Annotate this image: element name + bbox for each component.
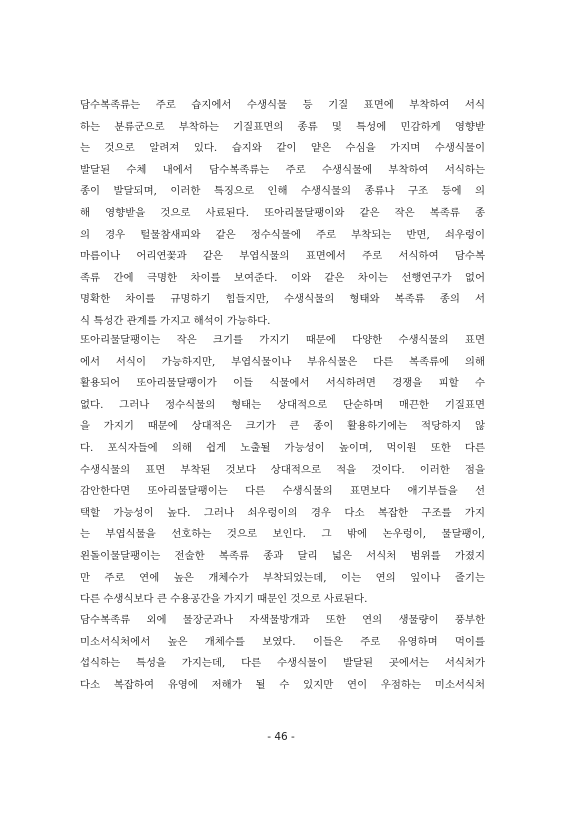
paragraph-line: 섭식하는 특성을 가지는데, 다른 수생식물이 발달된 곳에서는 서식처가 xyxy=(80,657,485,670)
paragraph-line: 의 경우 털물참새피와 같은 정수식물에 주로 부착되는 반면, 쇠우렁이 xyxy=(80,228,485,241)
paragraph-line: 감안한다면 또아리물달팽이는 다른 수생식물의 표면보다 애기부들을 선 xyxy=(80,485,485,498)
paragraph-line: 마름이나 어리연꽃과 같은 부엽식물의 표면에서 주로 서식하여 담수복 xyxy=(80,250,485,263)
paragraph-line: 활용되어 또아리물달팽이가 이들 식물에서 서식하려면 경쟁을 피할 수 xyxy=(80,377,485,390)
paragraph-line: 택할 가능성이 높다. 그러나 쇠우렁이의 경우 다소 복잡한 구조를 가지 xyxy=(80,506,485,519)
paragraph-line: 없다. 그러나 정수식물의 형태는 상대적으로 단순하며 매끈한 기질표면 xyxy=(80,398,485,411)
paragraph-line: 다. 포식자들에 의해 쉽게 노출될 가능성이 높이며, 먹이원 또한 다른 xyxy=(80,441,485,454)
paragraph-line: 해 영향받을 것으로 사료된다. 또아리물달팽이와 같은 작은 복족류 종 xyxy=(80,206,485,219)
paragraph-line: 발달된 수체 내에서 담수복족류는 주로 수생식물에 부착하여 서식하는 xyxy=(80,163,485,176)
paragraph-line: 명확한 차이를 규명하기 힘들지만, 수생식물의 형태와 복족류 종의 서 xyxy=(80,293,485,306)
paragraph-line: 다소 복잡하여 유영에 저해가 될 수 있지만 연이 우점하는 미소서식처 xyxy=(80,678,485,691)
paragraph-3 xyxy=(80,610,485,696)
paragraph-line: 다른 수생식보다 큰 수용공간을 가지기 때문인 것으로 사료된다. xyxy=(80,593,368,606)
paragraph-line: 는 부엽식물을 선호하는 것으로 보인다. 그 밖에 논우렁이, 물달팽이, xyxy=(80,528,485,541)
paragraph-line: 을 가지기 때문에 상대적은 크기가 큰 종이 활용하기에는 적당하지 않 xyxy=(80,420,485,433)
page-number: - 46 - xyxy=(267,731,295,743)
paragraph-line: 또아리물달팽이는 작은 크기를 가지기 때문에 다양한 수생식물의 표면 xyxy=(80,334,485,346)
paragraph-line: 는 것으로 알려져 있다. 습지와 같이 얕은 수심을 가지며 수생식물이 xyxy=(80,142,485,155)
paragraph-1 xyxy=(80,95,485,333)
paragraph-line: 하는 분류군으로 부착하는 기질표면의 종류 및 특성에 민감하게 영향받 xyxy=(80,120,485,133)
paragraph-line: 에서 서식이 가능하지만, 부엽식물이나 부유식물은 다른 복족류에 의해 xyxy=(80,355,485,368)
paragraph-line: 만 주로 연에 높은 개체수가 부착되었는데, 이는 연의 잎이나 줄기는 xyxy=(80,571,485,584)
paragraph-line: 수생식물의 표면 부착된 것보다 상대적으로 적을 것이다. 이러한 점을 xyxy=(80,463,485,476)
paragraph-line: 식 특성간 관계를 가지고 해석이 가능하다. xyxy=(80,314,271,327)
paragraph-line: 담수복족류 외에 물장군과나 자색물방개과 또한 연의 생물량이 풍부한 xyxy=(80,614,485,626)
paragraph-line: 종이 발달되며, 이러한 특징으로 인해 수생식물의 종류나 구조 등에 의 xyxy=(80,185,485,198)
paragraph-line: 족류 간에 극명한 차이를 보여준다. 이와 같은 차이는 선행연구가 없어 xyxy=(80,271,485,284)
paragraph-line: 미소서식처에서 높은 개체수를 보였다. 이들은 주로 유영하며 먹이를 xyxy=(80,635,485,648)
paragraph-2 xyxy=(80,330,485,611)
paragraph-line: 담수복족류는 주로 습지에서 수생식물 등 기질 표면에 부착하여 서식 xyxy=(80,99,485,111)
paragraph-line: 왼돌이물달팽이는 전술한 복족류 종과 달리 넓은 서식처 범위를 가졌지 xyxy=(80,549,485,562)
